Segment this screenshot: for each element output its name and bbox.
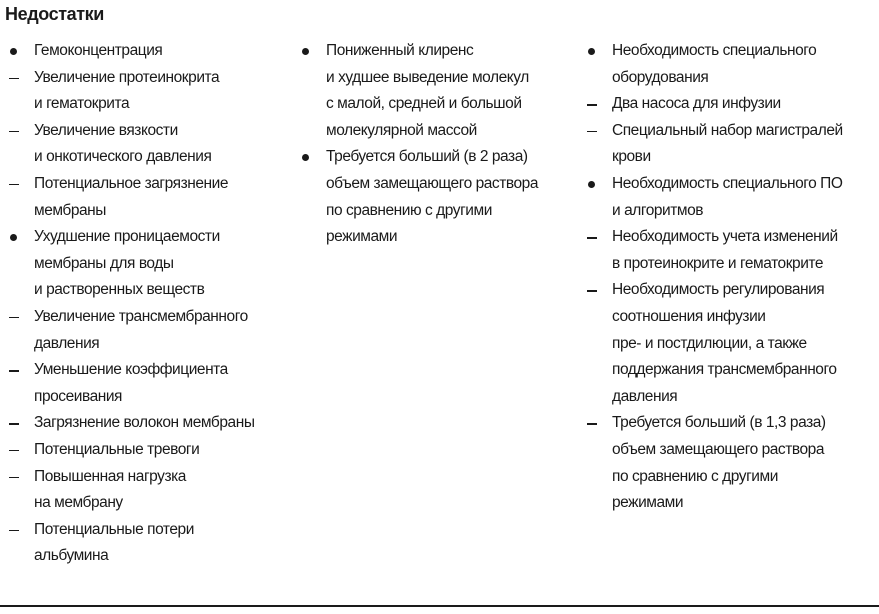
item-text-line: альбумина — [34, 547, 109, 565]
item-text-line: Необходимость специального ПО — [612, 174, 843, 192]
item-text-line: давления — [34, 334, 100, 352]
item-text-line: и растворенных веществ — [34, 281, 205, 299]
item-text-line: Увеличение вязкости — [34, 121, 178, 139]
dash-item — [8, 464, 293, 517]
dash-item — [8, 65, 293, 118]
item-text-line: с малой, средней и большой — [326, 95, 522, 113]
item-text-line: режимами — [612, 494, 684, 512]
item-text-line: Уменьшение коэффициента — [34, 361, 228, 379]
bullet-icon — [588, 48, 595, 55]
dash-icon — [9, 450, 19, 452]
bullet-item — [8, 224, 293, 304]
item-text-line: давления — [612, 387, 678, 405]
bullet-item — [586, 38, 876, 91]
dash-item — [8, 437, 293, 464]
item-text-line: на мембрану — [34, 494, 123, 512]
item-text-line: объем замещающего раствора — [612, 440, 825, 458]
dash-icon — [587, 423, 597, 425]
item-text-line: Загрязнение волокон мембраны — [34, 414, 255, 432]
dash-icon — [9, 78, 19, 80]
dash-item — [8, 517, 293, 570]
item-text-line: в протеинокрите и гематокрите — [612, 254, 824, 272]
item-text-line: Необходимость учета изменений — [612, 228, 838, 246]
dash-item — [8, 118, 293, 171]
dash-icon — [9, 423, 19, 425]
dash-icon — [9, 184, 19, 186]
column-2 — [300, 38, 568, 251]
item-text-line: мембраны — [34, 201, 106, 219]
item-text-line: Повышенная нагрузка — [34, 467, 186, 485]
item-text-line: Два насоса для инфузии — [612, 95, 781, 113]
item-text-line: и онкотического давления — [34, 148, 212, 166]
item-text-line: молекулярной массой — [326, 121, 477, 139]
bullet-item — [8, 38, 293, 65]
bullet-item — [586, 171, 876, 224]
item-text-line: пре- и постдилюции, а также — [612, 334, 807, 352]
item-text-line: мембраны для воды — [34, 254, 174, 272]
dash-icon — [587, 237, 597, 239]
bullet-icon — [588, 181, 595, 188]
item-text-line: и алгоритмов — [612, 201, 704, 219]
dash-item — [586, 224, 876, 277]
item-text-line: Увеличение трансмембранного — [34, 307, 248, 325]
item-text-line: Потенциальные тревоги — [34, 440, 200, 458]
item-text-line: Гемоконцентрация — [34, 42, 163, 59]
dash-icon — [9, 317, 19, 319]
item-text-line: Требуется больший (в 2 раза) — [326, 148, 528, 166]
item-text-line: крови — [612, 148, 651, 166]
dash-icon — [587, 131, 597, 133]
section-title: Недостатки — [5, 4, 104, 24]
dash-item — [8, 357, 293, 410]
item-text-line: поддержания трансмембранного — [612, 361, 837, 379]
bullet-icon — [10, 234, 17, 241]
item-text-line: по сравнению с другими — [612, 467, 778, 485]
column-3 — [586, 38, 876, 517]
item-text-line: Потенциальные потери — [34, 520, 194, 538]
dash-item — [586, 91, 876, 118]
dash-icon — [9, 477, 19, 479]
item-text-line: режимами — [326, 228, 398, 246]
dash-item — [8, 171, 293, 224]
dash-item — [8, 410, 293, 437]
item-text-line: Специальный набор магистралей — [612, 121, 843, 139]
item-text-line: Увеличение протеинокрита — [34, 68, 220, 86]
dash-item — [586, 118, 876, 171]
item-text-line: Требуется больший (в 1,3 раза) — [612, 414, 826, 432]
item-text-line: Необходимость регулирования — [612, 281, 825, 299]
item-text-line: Ухудшение проницаемости — [34, 228, 220, 246]
dash-icon — [587, 290, 597, 292]
dash-item — [586, 277, 876, 410]
dash-item — [586, 410, 876, 516]
item-text-line: Потенциальное загрязнение — [34, 174, 229, 192]
dash-icon — [9, 530, 19, 532]
column-1 — [8, 38, 293, 570]
bullet-icon — [10, 48, 17, 55]
bullet-icon — [302, 154, 309, 161]
dash-icon — [587, 104, 597, 106]
item-text-line: и гематокрита — [34, 95, 130, 113]
item-text-line: Необходимость специального — [612, 42, 817, 59]
bullet-icon — [302, 48, 309, 55]
item-text-line: просеивания — [34, 387, 123, 405]
dash-icon — [9, 131, 19, 133]
item-text-line: по сравнению с другими — [326, 201, 492, 219]
dash-icon — [9, 370, 19, 372]
bottom-rule — [0, 605, 879, 607]
item-text-line: и худшее выведение молекул — [326, 68, 529, 86]
item-text-line: объем замещающего раствора — [326, 174, 539, 192]
item-text-line: соотношения инфузии — [612, 307, 766, 325]
dash-item — [8, 304, 293, 357]
bullet-item — [300, 38, 568, 144]
item-text-line: Пониженный клиренс — [326, 42, 474, 59]
item-text-line: оборудования — [612, 68, 709, 86]
bullet-item — [300, 144, 568, 250]
